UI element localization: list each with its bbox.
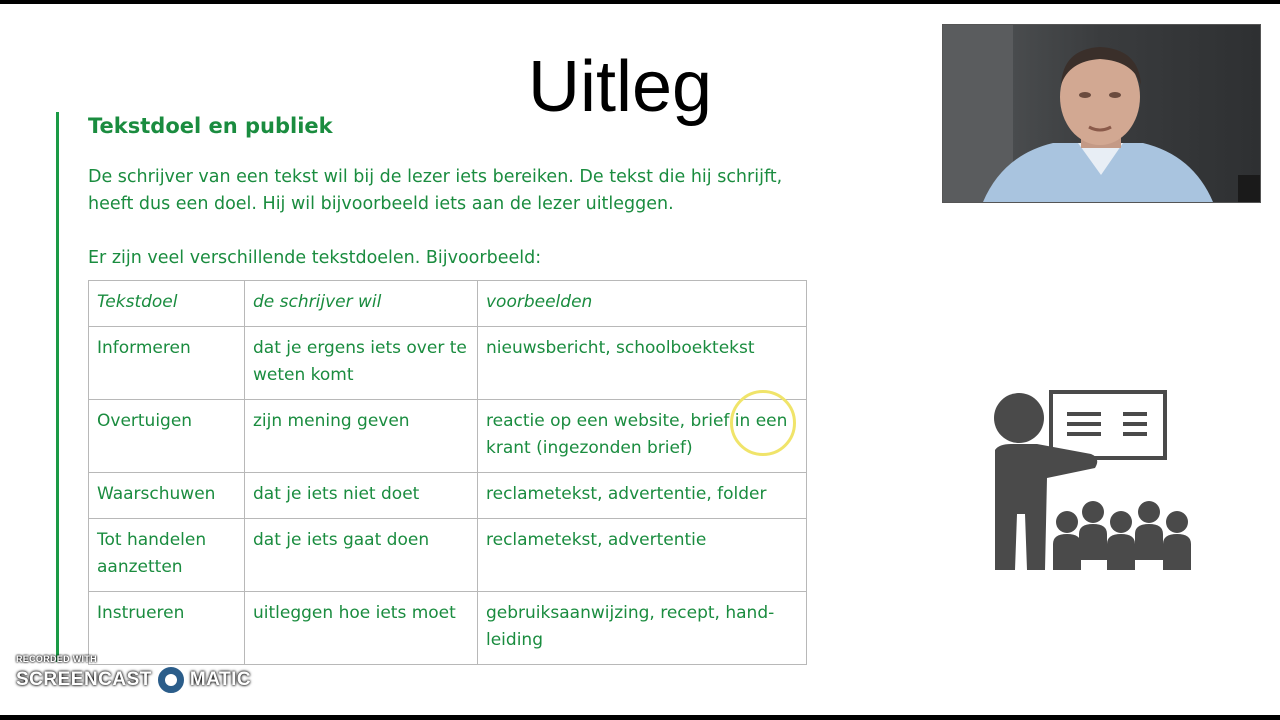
cell-purpose: Informeren (89, 327, 245, 400)
cell-intent: zijn mening geven (245, 400, 478, 473)
table-row (89, 473, 807, 519)
examples-intro: Er zijn veel verschillende tekstdoelen. Bijvoorbeeld: (88, 248, 542, 268)
webcam-overlay (942, 24, 1261, 203)
cell-examples: gebruiksaanwijzing, recept, hand-leiding (478, 592, 807, 665)
cell-examples: reactie op een website, brief in een krant (ingezonden brief) (478, 400, 807, 473)
screencast-watermark (16, 654, 251, 695)
cell-examples: nieuwsbericht, schoolboektekst (478, 327, 807, 400)
header-tekstdoel: Tekstdoel (89, 281, 245, 327)
table-row (89, 327, 807, 400)
text-purpose-table (88, 280, 807, 665)
screencast-o-matic-logo-icon (156, 665, 186, 695)
cell-intent: dat je iets gaat doen (245, 519, 478, 592)
slide-title: Uitleg (527, 47, 713, 127)
watermark-right: MATIC (189, 669, 252, 690)
header-voorbeelden: voorbeelden (478, 281, 807, 327)
section-title: Tekstdoel en publiek (88, 114, 333, 138)
intro-paragraph: De schrijver van een tekst wil bij de lezer iets bereiken. De tekst die hij schrijft, heeft dus een doel. Hij wil bijvoorbeeld iets aan de lezer uitleggen. (88, 167, 783, 214)
cell-examples: reclametekst, advertentie (478, 519, 807, 592)
table-header-row (89, 281, 807, 327)
header-schrijver-wil: de schrijver wil (245, 281, 478, 327)
watermark-left: SCREENCAST (16, 669, 152, 690)
cell-intent: uitleggen hoe iets moet (245, 592, 478, 665)
accent-bar (56, 112, 59, 662)
cell-intent: dat je iets niet doet (245, 473, 478, 519)
cell-purpose: Tot handelen aanzetten (89, 519, 245, 592)
cell-intent: dat je ergens iets over te weten komt (245, 327, 478, 400)
cell-examples: reclametekst, advertentie, folder (478, 473, 807, 519)
table-row (89, 519, 807, 592)
cell-purpose: Overtuigen (89, 400, 245, 473)
cell-purpose: Instrueren (89, 592, 245, 665)
presentation-slide (0, 4, 1280, 715)
cell-purpose: Waarschuwen (89, 473, 245, 519)
watermark-brand (16, 665, 251, 695)
table-row (89, 400, 807, 473)
presenter-video (943, 25, 1260, 202)
watermark-recorded-with: RECORDED WITH (16, 654, 97, 664)
teacher-presenting-to-class-icon (985, 384, 1200, 574)
